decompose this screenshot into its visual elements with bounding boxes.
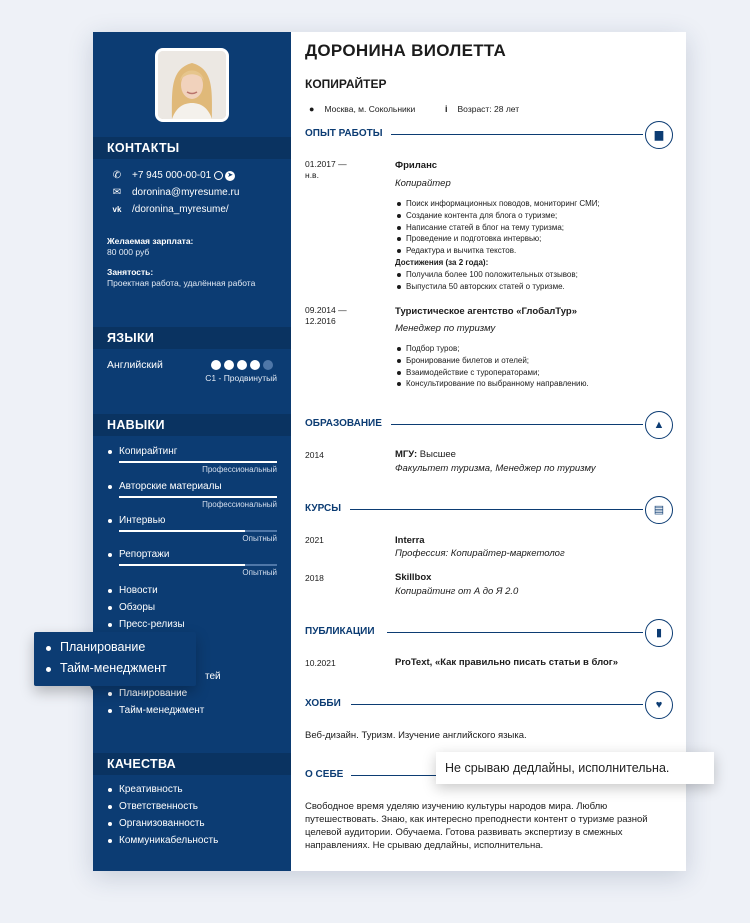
education-year: 2014 bbox=[305, 450, 324, 460]
skill-item bbox=[107, 549, 277, 577]
quality-item: Организованность bbox=[107, 818, 205, 829]
info-icon: i bbox=[445, 104, 448, 114]
quality-item: Ответственность bbox=[107, 801, 198, 812]
quality-item: Коммуникабельность bbox=[107, 835, 218, 846]
email-contact[interactable] bbox=[111, 187, 239, 198]
achievements-list bbox=[397, 269, 578, 293]
section-title: О СЕБЕ bbox=[305, 769, 344, 780]
experience-section-header bbox=[305, 122, 673, 146]
achievement-item: Выпустила 50 авторских статей о туризме. bbox=[397, 281, 578, 293]
telegram-icon: ➤ bbox=[225, 171, 235, 181]
profile-photo bbox=[155, 48, 229, 122]
duty-item: Поиск информационных поводов, мониторинг СМИ; bbox=[397, 198, 600, 210]
skill-item bbox=[107, 515, 277, 543]
age-text: Возраст: 28 лет bbox=[457, 104, 520, 114]
publication-title: ProText, «Как правильно писать статьи в блог» bbox=[395, 657, 619, 668]
heart-icon: ♥ bbox=[645, 691, 673, 719]
skills-heading: НАВЫКИ bbox=[93, 414, 291, 436]
document-icon: ▤ bbox=[645, 496, 673, 524]
skill-list-item: Планирование bbox=[107, 688, 187, 699]
about-callout-tail bbox=[625, 783, 649, 801]
skill-name: Копирайтинг bbox=[107, 446, 277, 457]
skill-name: Авторские материалы bbox=[107, 481, 277, 492]
skill-bar bbox=[119, 564, 277, 566]
achievements-title: Достижения (за 2 года): bbox=[395, 258, 489, 267]
level-dot-filled bbox=[224, 360, 234, 370]
book-icon: ▮ bbox=[645, 619, 673, 647]
job-title: КОПИРАЙТЕР bbox=[305, 77, 387, 91]
skill-item bbox=[107, 446, 277, 474]
skill-level: Профессиональный bbox=[202, 465, 277, 474]
skill-level: Профессиональный bbox=[202, 500, 277, 509]
contacts-heading: КОНТАКТЫ bbox=[93, 137, 291, 159]
phone-icon: ✆ bbox=[112, 170, 122, 181]
education-details: Факультет туризма, Менеджер по туризму bbox=[395, 463, 596, 474]
course-year: 2018 bbox=[305, 573, 324, 583]
school-name: МГУ: bbox=[395, 449, 418, 460]
skill-list-item: Новости bbox=[107, 585, 158, 596]
course-details: Профессия: Копирайтер-маркетолог bbox=[395, 548, 565, 559]
skills-callout bbox=[34, 632, 196, 686]
email-text: doronina@myresume.ru bbox=[132, 187, 240, 198]
job-duties bbox=[397, 343, 589, 390]
duty-item: Взаимодействие с туроператорами; bbox=[397, 367, 589, 379]
section-title: ОБРАЗОВАНИЕ bbox=[305, 418, 382, 429]
skill-list-item: Пресс-релизы bbox=[107, 619, 185, 630]
education-school bbox=[395, 449, 456, 460]
level-dot-empty bbox=[263, 360, 273, 370]
skill-level: Опытный bbox=[242, 534, 277, 543]
level-dot-filled bbox=[211, 360, 221, 370]
section-divider bbox=[391, 134, 643, 135]
publications-section-header bbox=[305, 620, 673, 644]
skill-level: Опытный bbox=[242, 568, 277, 577]
salary-value: 80 000 руб bbox=[107, 247, 150, 257]
achievement-item: Получила более 100 положительных отзывов; bbox=[397, 269, 578, 281]
duty-item: Проведение и подготовка интервью; bbox=[397, 233, 600, 245]
qualities-heading: КАЧЕСТВА bbox=[93, 753, 291, 775]
salary-label: Желаемая зарплата: bbox=[107, 236, 194, 246]
job-position: Менеджер по туризму bbox=[395, 323, 496, 334]
language-name: Английский bbox=[107, 359, 163, 371]
section-divider bbox=[391, 424, 643, 425]
duty-item: Написание статей в блог на тему туризма; bbox=[397, 222, 600, 234]
hobby-section-header bbox=[305, 692, 673, 716]
location-pin-icon: ● bbox=[309, 104, 315, 114]
duty-item: Редактура и вычитка текстов. bbox=[397, 245, 600, 257]
duty-item: Бронирование билетов и отелей; bbox=[397, 355, 589, 367]
publication-date: 10.2021 bbox=[305, 658, 336, 668]
courses-section-header bbox=[305, 497, 673, 521]
job-company: Фриланс bbox=[395, 160, 438, 171]
resume-main bbox=[291, 32, 686, 871]
person-name: ДОРОНИНА ВИОЛЕТТА bbox=[305, 41, 507, 60]
level-dot-filled bbox=[237, 360, 247, 370]
skill-list-item: Тайм-менеджмент bbox=[107, 705, 204, 716]
section-divider bbox=[351, 704, 643, 705]
callout-skill-item: Планирование bbox=[46, 640, 145, 654]
location-text: Москва, м. Сокольники bbox=[324, 104, 416, 114]
section-title: ХОББИ bbox=[305, 698, 341, 709]
degree: Высшее bbox=[419, 449, 456, 460]
skill-name: Интервью bbox=[107, 515, 277, 526]
about-callout: Не срываю дедлайны, исполнительна. bbox=[436, 752, 714, 784]
phone-text: +7 945 000-00-01 bbox=[132, 170, 212, 181]
callout-skill-item: Тайм-менеджмент bbox=[46, 661, 167, 675]
section-divider bbox=[350, 509, 643, 510]
level-dot-filled bbox=[250, 360, 260, 370]
job-date: 09.2014 — 12.2016 bbox=[305, 305, 347, 326]
course-year: 2021 bbox=[305, 535, 324, 545]
envelope-icon: ✉ bbox=[112, 187, 122, 198]
skill-item bbox=[107, 481, 277, 509]
skill-list-item: Обзоры bbox=[107, 602, 155, 613]
briefcase-icon: ▆ bbox=[645, 121, 673, 149]
language-level-text: C1 - Продвинутый bbox=[205, 373, 277, 383]
duty-item: Консультирование по выбранному направлению. bbox=[397, 378, 589, 390]
job-date: 01.2017 — н.в. bbox=[305, 159, 347, 180]
whatsapp-icon bbox=[214, 171, 223, 180]
location-meta bbox=[309, 104, 415, 114]
languages-heading: ЯЗЫКИ bbox=[93, 327, 291, 349]
job-duties bbox=[397, 198, 600, 257]
age-meta bbox=[445, 104, 519, 114]
skill-name: Репортажи bbox=[107, 549, 277, 560]
resume-sidebar bbox=[93, 32, 291, 871]
section-title: ОПЫТ РАБОТЫ bbox=[305, 128, 383, 139]
duty-item: Подбор туров; bbox=[397, 343, 589, 355]
education-section-header bbox=[305, 412, 673, 436]
skill-bar bbox=[119, 530, 277, 532]
phone-contact[interactable] bbox=[111, 170, 235, 181]
course-details: Копирайтинг от А до Я 2.0 bbox=[395, 586, 519, 597]
course-name: Skillbox bbox=[395, 572, 432, 583]
language-level-dots bbox=[211, 360, 273, 370]
duty-item: Создание контента для блога о туризме; bbox=[397, 210, 600, 222]
graduation-cap-icon: ▲ bbox=[645, 411, 673, 439]
section-title: ПУБЛИКАЦИИ bbox=[305, 626, 375, 637]
skill-list-partial: тей bbox=[205, 671, 221, 682]
course-name: Interra bbox=[395, 535, 425, 546]
vk-text: /doronina_myresume/ bbox=[132, 204, 229, 215]
section-title: КУРСЫ bbox=[305, 503, 342, 514]
job-position: Копирайтер bbox=[395, 178, 451, 189]
about-text: Свободное время уделяю изучению культуры народов мира. Люблю путешествовать. Знаю, как интересно преподнести контент о туризме разной целевой аудитории. Обучаема. Готова развивать экспертизу в смежных направлениях. Не срываю дедлайны, исполнительна. bbox=[305, 801, 648, 851]
vk-icon: vk bbox=[112, 205, 122, 214]
vk-contact[interactable] bbox=[111, 204, 229, 215]
quality-item: Креативность bbox=[107, 784, 183, 795]
employment-label: Занятость: bbox=[107, 267, 154, 277]
job-company: Туристическое агентство «ГлобалТур» bbox=[395, 306, 577, 317]
skill-bar bbox=[119, 496, 277, 498]
skill-bar bbox=[119, 461, 277, 463]
employment-value: Проектная работа, удалённая работа bbox=[107, 278, 256, 288]
hobby-text: Веб-дизайн. Туризм. Изучение английского языка. bbox=[305, 730, 527, 741]
resume-page bbox=[93, 32, 686, 871]
section-divider bbox=[387, 632, 643, 633]
